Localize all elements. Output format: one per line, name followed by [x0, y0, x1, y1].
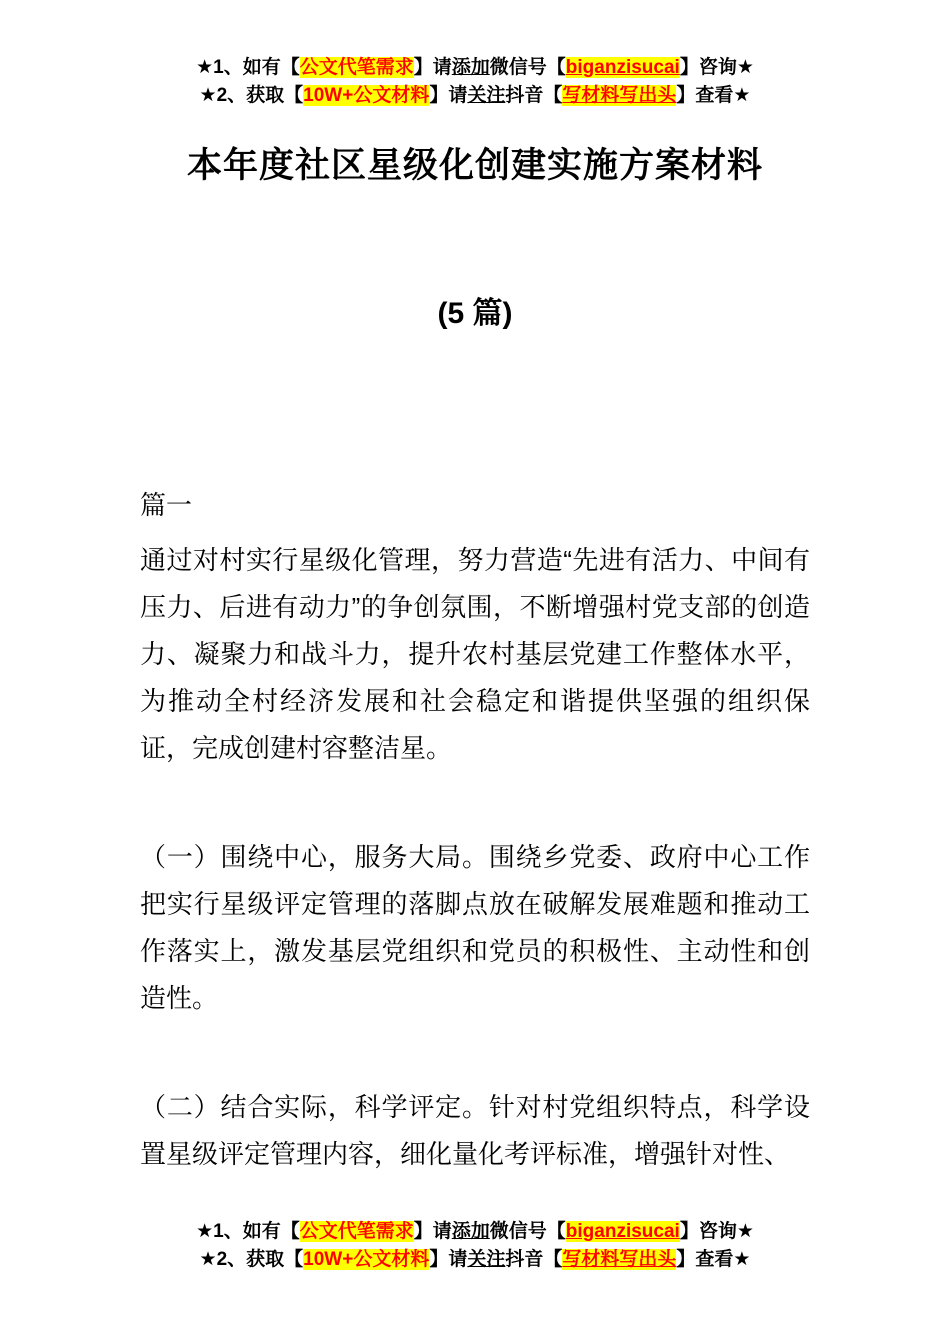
promo-header [0, 0, 950, 110]
promo-text: 】查看★ [676, 1249, 751, 1270]
promo-text: 】咨询★ [679, 57, 754, 78]
promo-highlight: 10W+公文材料 [303, 1249, 430, 1270]
body-paragraph: （一）围绕中心，服务大局。围绕乡党委、政府中心工作把实行星级评定管理的落脚点放在破解发展难题和推动工作落实上，激发基层党组织和党员的积极性、主动性和创造性。 [140, 841, 810, 1013]
promo-highlight: 公文代笔需求 [299, 57, 414, 78]
document-title: 本年度社区星级化创建实施方案材料 [186, 146, 763, 185]
promo-highlight: 公文代笔需求 [299, 1221, 414, 1242]
promo-text: 】请 [413, 57, 452, 78]
promo-footer-line2 [0, 1246, 950, 1274]
promo-text: ★1、如有【 [196, 1221, 300, 1242]
promo-text: 】查看★ [676, 85, 751, 106]
promo-text: 微信号【 [489, 1221, 566, 1242]
promo-text: 抖音【 [505, 1249, 563, 1270]
promo-underline-text: 添加 [451, 57, 490, 78]
promo-text: 】请 [429, 1249, 468, 1270]
body-paragraph: 通过对村实行星级化管理，努力营造“先进有活力、中间有压力、后进有动力”的争创氛围，不断增强村党支部的创造力、凝聚力和战斗力，提升农村基层党建工作整体水平，为推动全村经济发展和社会稳定和谐提供坚强的组织保证，完成创建村容整洁星。 [140, 544, 810, 763]
promo-text: 】咨询★ [679, 1221, 754, 1242]
promo-wechat-id: biganzisucai [565, 57, 680, 78]
promo-text: ★2、获取【 [199, 85, 304, 106]
body-paragraph: （二）结合实际，科学评定。针对村党组织特点，科学设置星级评定管理内容，细化量化考评标准，增强针对性、 [140, 1091, 810, 1169]
promo-text: 】请 [429, 85, 468, 106]
promo-header-line2 [0, 82, 950, 110]
promo-douyin-id: 写材料写出头 [562, 1249, 677, 1270]
document-subtitle: (5 篇) [437, 296, 513, 330]
promo-text: 微信号【 [489, 57, 566, 78]
promo-underline-text: 关注 [467, 1249, 506, 1270]
promo-text: 】请 [413, 1221, 452, 1242]
promo-douyin-id: 写材料写出头 [562, 85, 677, 106]
promo-underline-text: 添加 [451, 1221, 490, 1242]
promo-footer-line1 [0, 1218, 950, 1246]
promo-text: ★1、如有【 [196, 57, 300, 78]
promo-header-line1 [0, 54, 950, 82]
promo-text: 抖音【 [505, 85, 563, 106]
section-label: 篇一 [140, 489, 193, 520]
document-body [140, 482, 810, 1178]
promo-underline-text: 关注 [467, 85, 506, 106]
promo-wechat-id: biganzisucai [565, 1221, 680, 1242]
promo-highlight: 10W+公文材料 [303, 85, 430, 106]
promo-text: ★2、获取【 [199, 1249, 304, 1270]
promo-footer [0, 1218, 950, 1274]
